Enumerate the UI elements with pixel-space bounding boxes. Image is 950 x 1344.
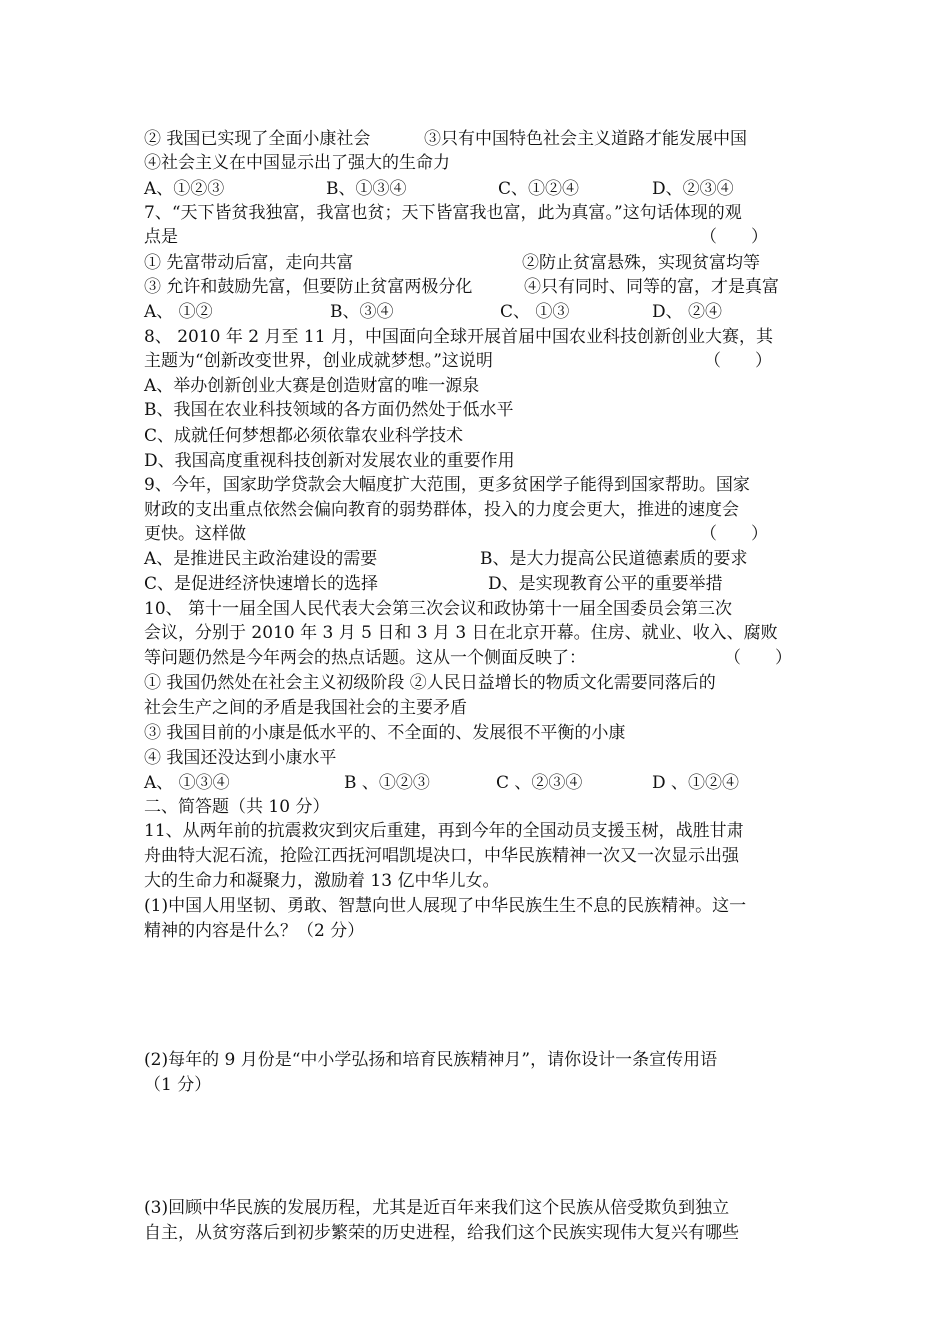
text-segment: B、是大力提高公民道德素质的要求: [480, 549, 748, 569]
text-line: [144, 646, 810, 670]
text-segment: ②防止贫富悬殊，实现贫富均等: [522, 253, 760, 273]
text-line: [144, 349, 810, 373]
text-segment: A、①②③: [144, 179, 225, 199]
text-line: [144, 251, 810, 275]
text-segment: ④ 我国还没达到小康水平: [144, 748, 337, 768]
text-segment: 二、简答题（共 10 分）: [144, 797, 330, 817]
text-segment: A、是推进民主政治建设的需要: [144, 549, 378, 569]
text-line: [144, 696, 810, 720]
text-segment: ① 我国仍然处在社会主义初级阶段 ②人民日益增长的物质文化需要同落后的: [144, 673, 716, 693]
text-segment: 自主，从贫穷落后到初步繁荣的历史进程，给我们这个民族实现伟大复兴有哪些: [144, 1223, 739, 1243]
text-line: [144, 424, 810, 448]
text-line: [144, 547, 810, 571]
text-segment: ① 先富带动后富，走向共富: [144, 253, 354, 273]
text-line: [144, 398, 810, 422]
text-segment: D 、①②④: [652, 773, 740, 793]
text-line: [144, 721, 810, 745]
text-segment: 7、“天下皆贫我独富，我富也贫；天下皆富我也富，此为真富。”这句话体现的观: [144, 203, 742, 223]
text-segment: C 、②③④: [496, 773, 583, 793]
text-line: [144, 151, 810, 175]
text-line: [144, 671, 810, 695]
text-segment: 等问题仍然是今年两会的热点话题。这从一个侧面反映了：: [144, 648, 586, 668]
text-segment: 会议，分别于 2010 年 3 月 5 日和 3 月 3 日在北京开幕。住房、就业、收入、腐败: [144, 623, 778, 643]
text-line: [144, 771, 810, 795]
text-segment: C、①②④: [498, 179, 580, 199]
text-segment: C、 ①③: [500, 302, 570, 322]
text-segment: D、我国高度重视科技创新对发展农业的重要作用: [144, 451, 515, 471]
text-segment: C、是促进经济快速增长的选择: [144, 574, 379, 594]
text-line: [144, 597, 810, 621]
text-segment: 精神的内容是什么？（2 分）: [144, 921, 365, 941]
text-line: [144, 621, 810, 645]
text-line: [144, 572, 810, 596]
text-line: [144, 449, 810, 473]
text-segment: 主题为“创新改变世界，创业成就梦想。”这说明: [144, 351, 493, 371]
text-segment: B、我国在农业科技领域的各方面仍然处于低水平: [144, 400, 514, 420]
text-segment: 8、 2010 年 2 月至 11 月，中国面向全球开展首届中国农业科技创新创业大赛，其: [144, 327, 773, 347]
text-segment: (2)每年的 9 月份是“中小学弘扬和培育民族精神月”，请你设计一条宣传用语: [144, 1050, 718, 1070]
text-segment: B、③④: [330, 302, 394, 322]
text-line: [144, 894, 810, 918]
text-segment: C、成就任何梦想都必须依靠农业科学技术: [144, 426, 464, 446]
text-line: [144, 275, 810, 299]
text-line: [144, 1221, 810, 1245]
text-line: [144, 819, 810, 843]
text-line: [144, 522, 810, 546]
text-segment: (3)回顾中华民族的发展历程，尤其是近百年来我们这个民族从倍受欺负到独立: [144, 1198, 730, 1218]
text-line: [144, 177, 810, 201]
text-segment: 11、从两年前的抗震救灾到灾后重建，再到今年的全国动员支援玉树，战胜甘肃: [144, 821, 744, 841]
text-line: [144, 473, 810, 497]
text-line: [144, 498, 810, 522]
text-segment: D、 ②④: [652, 302, 723, 322]
text-segment: 社会生产之间的矛盾是我国社会的主要矛盾: [144, 698, 467, 718]
text-segment: (1)中国人用坚韧、勇敢、智慧向世人展现了中华民族生生不息的民族精神。这一: [144, 896, 747, 916]
text-segment: B、①③④: [326, 179, 407, 199]
text-line: [144, 201, 810, 225]
text-line: [144, 795, 810, 819]
text-line: [144, 1073, 810, 1097]
text-line: [144, 300, 810, 324]
text-line: [144, 844, 810, 868]
text-line: [144, 127, 810, 151]
text-segment: B 、①②③: [344, 773, 430, 793]
text-segment: 舟曲特大泥石流，抢险江西抚河唱凯堤决口，中华民族精神一次又一次显示出强: [144, 846, 739, 866]
text-segment: ② 我国已实现了全面小康社会: [144, 129, 371, 149]
text-segment: A、 ①③④: [144, 773, 230, 793]
text-segment: ③ 允许和鼓励先富，但要防止贫富两极分化: [144, 277, 473, 297]
text-segment: 更快。这样做: [144, 524, 246, 544]
text-segment: D、是实现教育公平的重要举措: [488, 574, 723, 594]
text-line: [144, 746, 810, 770]
text-segment: 10、 第十一届全国人民代表大会第三次会议和政协第十一届全国委员会第三次: [144, 599, 733, 619]
text-segment: （ ）: [724, 648, 792, 668]
text-segment: （ ）: [704, 351, 772, 371]
text-segment: （ ）: [700, 524, 768, 544]
text-segment: A、举办创新创业大赛是创造财富的唯一源泉: [144, 376, 480, 396]
text-line: [144, 919, 810, 943]
text-segment: （1 分）: [144, 1075, 212, 1095]
text-segment: ④社会主义在中国显示出了强大的生命力: [144, 153, 450, 173]
text-segment: 财政的支出重点依然会偏向教育的弱势群体，投入的力度会更大，推进的速度会: [144, 500, 739, 520]
text-segment: D、②③④: [652, 179, 734, 199]
text-segment: A、 ①②: [144, 302, 213, 322]
text-segment: ③ 我国目前的小康是低水平的、不全面的、发展很不平衡的小康: [144, 723, 626, 743]
text-line: [144, 325, 810, 349]
text-line: [144, 225, 810, 249]
text-line: [144, 1196, 810, 1220]
text-line: [144, 869, 810, 893]
text-line: [144, 374, 810, 398]
text-line: [144, 1048, 810, 1072]
text-segment: ④只有同时、同等的富，才是真富: [524, 277, 779, 297]
text-segment: 点是: [144, 227, 178, 247]
text-segment: （ ）: [700, 227, 768, 247]
text-segment: 大的生命力和凝聚力，激励着 13 亿中华儿女。: [144, 871, 500, 891]
text-segment: 9、今年，国家助学贷款会大幅度扩大范围，更多贫困学子能得到国家帮助。国家: [144, 475, 750, 495]
text-segment: ③只有中国特色社会主义道路才能发展中国: [424, 129, 747, 149]
